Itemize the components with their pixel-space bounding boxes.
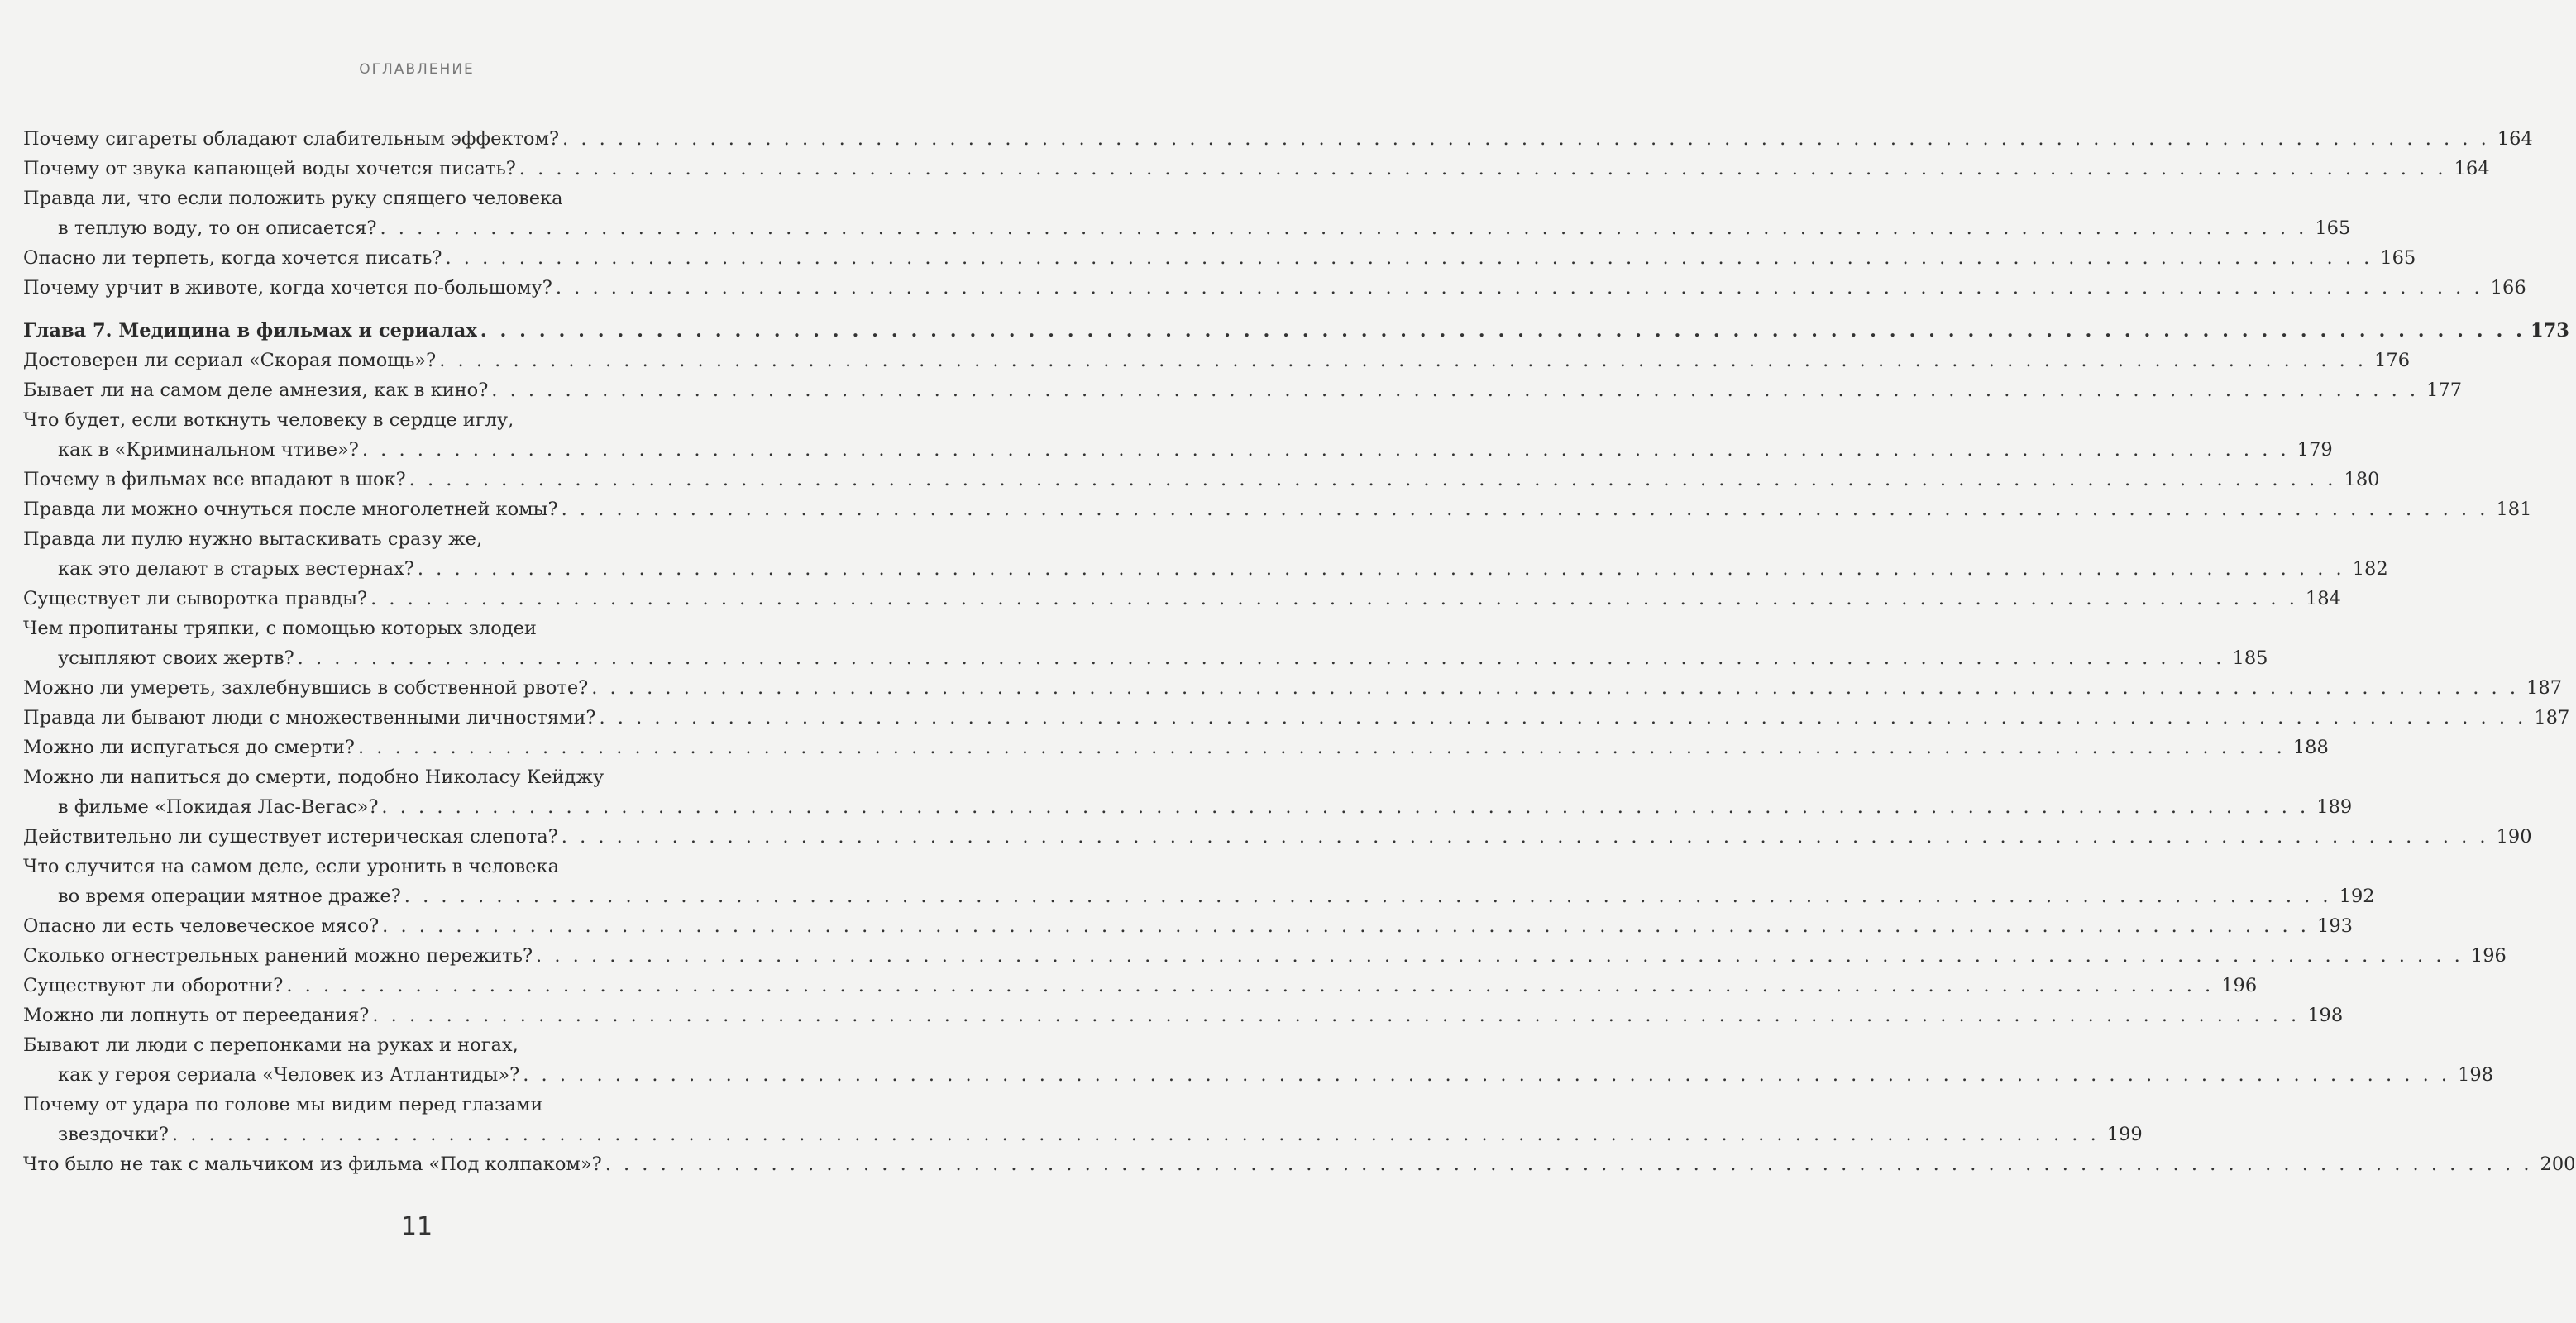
toc-line [23,1149,2576,1179]
toc-entry-title: Опасно ли терпеть, когда хочется писать? [23,247,442,269]
dot-leader [362,435,2290,465]
toc-entry [23,941,2507,971]
toc-page-number: 173 [2530,320,2569,341]
toc-entry [23,703,2570,733]
toc-line [23,881,2375,911]
toc-entry-title: Почему от удара по голове мы видим перед глазами [23,1094,543,1115]
toc-line [23,1030,716,1060]
toc-line [23,673,2563,703]
toc-line [23,1120,2143,1149]
toc-line [23,524,716,554]
toc-entry-title: Бывают ли люди с перепонками на руках и ногах, [23,1034,519,1056]
toc-entry [23,762,2353,822]
toc-entry-title: Почему в фильмах все впадают в шок? [23,469,406,490]
toc-entry-title: Достоверен ли сериал «Скорая помощь»? [23,350,437,371]
toc-page-number: 179 [2296,439,2333,461]
toc-entry [23,465,2380,494]
dot-leader [372,1001,2300,1030]
toc-line [23,435,2333,465]
dot-leader [409,465,2337,494]
dot-leader [519,154,2447,184]
toc-line [23,1060,2494,1090]
toc-line [23,762,716,792]
toc-entry-title: Можно ли лопнуть от переедания? [23,1005,370,1026]
toc-line [23,1001,2344,1030]
toc-entry [23,346,2411,375]
toc-entry [23,124,2533,154]
toc-entry [23,1090,2143,1149]
dot-leader [381,792,2309,822]
toc-line [23,941,2507,971]
toc-line [23,273,2526,303]
dot-leader [536,941,2464,971]
toc-entry [23,154,2490,184]
toc-entry-title: Бывает ли на самом деле амнезия, как в кино? [23,380,489,401]
toc-line [23,243,2416,273]
toc-entry-title: Что случится на самом деле, если уронить в человека [23,856,559,877]
dot-leader [591,673,2519,703]
dot-leader [445,243,2373,273]
dot-leader [562,822,2489,852]
toc-entry-title: Чем пропитаны тряпки, с помощью которых злодеи [23,618,537,639]
toc-entry [23,375,2463,405]
toc-entry-title: Правда ли пулю нужно вытаскивать сразу же, [23,528,483,550]
toc-page-number: 166 [2490,277,2526,299]
toc-entry-title: Что будет, если воткнуть человеку в сердце иглу, [23,409,514,431]
toc-entry [23,184,2351,243]
toc-entry-title: Почему сигареты обладают слабительным эффектом? [23,128,560,150]
dot-leader [172,1120,2100,1149]
toc-entry-title: во время операции мятное драже? [58,886,401,907]
toc-entry [23,822,2532,852]
toc-line [23,911,2353,941]
toc-page-number: 165 [2315,217,2351,239]
toc-line [23,184,716,213]
toc-entry-title: усыпляют своих жертв? [58,647,294,669]
toc-entry [23,524,2388,584]
toc-line [23,154,2490,184]
toc-line [23,346,2411,375]
toc-line [23,614,716,643]
toc-entry [23,971,2258,1001]
toc-page-number: 177 [2426,380,2463,401]
toc-entry-title: Можно ли испугаться до смерти? [23,737,355,758]
toc-entry [23,733,2329,762]
dot-leader [298,643,2225,673]
toc-entry [23,494,2532,524]
table-of-contents [23,124,2576,1179]
toc-entry [23,405,2333,465]
toc-entry-title: в фильме «Покидая Лас-Вегас»? [58,796,379,818]
toc-page-number: 198 [2458,1064,2494,1086]
toc-page-number: 198 [2307,1005,2344,1026]
toc-entry [23,273,2526,303]
toc-page-number: 189 [2316,796,2353,818]
toc-page-number: 190 [2496,826,2532,848]
toc-entry [23,584,2341,614]
toc-line [23,852,716,881]
dot-leader [370,584,2298,614]
toc-page-number: 193 [2317,915,2353,937]
dot-leader [286,971,2214,1001]
dot-leader [599,703,2526,733]
page-number: 11 [400,1212,433,1241]
toc-line [23,494,2532,524]
toc-line [23,375,2463,405]
toc-line [23,584,2341,614]
dot-leader [562,494,2489,524]
dot-leader [523,1060,2450,1090]
toc-page-number: 196 [2221,975,2258,996]
toc-page-number: 187 [2526,677,2563,699]
toc-entry-title: Можно ли умереть, захлебнувшись в собственной рвоте? [23,677,589,699]
dot-leader [491,375,2419,405]
dot-leader [480,316,2526,346]
toc-line [23,643,2268,673]
toc-line [23,465,2380,494]
toc-page-number: 185 [2232,647,2268,669]
toc-page-number: 192 [2339,886,2375,907]
toc-entry-title: звездочки? [58,1124,169,1145]
toc-entry-title: Опасно ли есть человеческое мясо? [23,915,380,937]
running-head: ОГЛАВЛЕНИЕ [359,61,475,78]
dot-leader [605,1149,2533,1179]
toc-page-number: 182 [2352,558,2388,580]
toc-entry-title: Почему урчит в животе, когда хочется по-большому? [23,277,552,299]
toc-page-number: 200 [2540,1153,2576,1175]
toc-entry-title: Действительно ли существует истерическая слепота? [23,826,558,848]
toc-line [23,213,2351,243]
toc-line [23,971,2258,1001]
toc-page-number: 164 [2497,128,2533,150]
dot-leader [439,346,2367,375]
toc-page-number: 181 [2496,499,2532,520]
toc-line [23,703,2570,733]
dot-leader [382,911,2310,941]
toc-line [23,822,2532,852]
toc-entry [23,614,2268,673]
dot-leader [358,733,2286,762]
toc-page-number: 187 [2534,707,2570,728]
toc-entry [23,1030,2494,1090]
toc-page-number: 180 [2344,469,2380,490]
toc-entry [23,1001,2344,1030]
dot-leader [418,554,2345,584]
toc-entry-title: Существует ли сыворотка правды? [23,588,368,609]
toc-entry-title: как это делают в старых вестернах? [58,558,414,580]
toc-entry-title: в теплую воду, то он описается? [58,217,377,239]
dot-leader [380,213,2307,243]
toc-entry [23,673,2563,703]
toc-entry-title: Правда ли, что если положить руку спящего человека [23,188,563,209]
toc-page-number: 188 [2292,737,2329,758]
toc-line [23,405,716,435]
toc-entry-title: Глава 7. Медицина в фильмах и сериалах [23,320,477,341]
toc-line [23,1090,716,1120]
toc-page-number: 196 [2470,945,2507,967]
toc-entry-title: Правда ли можно очнуться после многолетней комы? [23,499,558,520]
dot-leader [562,124,2490,154]
toc-entry-title: Существуют ли оборотни? [23,975,284,996]
toc-entry-title: Почему от звука капающей воды хочется писать? [23,158,516,179]
toc-line [23,124,2533,154]
toc-entry-title: как в «Криминальном чтиве»? [58,439,359,461]
toc-entry-title: Что было не так с мальчиком из фильма «Под колпаком»? [23,1153,602,1175]
toc-line [23,316,2569,346]
toc-page-number: 199 [2106,1124,2143,1145]
toc-page-number: 184 [2305,588,2341,609]
toc-entry-title: как у героя сериала «Человек из Атлантиды»? [58,1064,520,1086]
toc-page-number: 176 [2374,350,2411,371]
toc-entry [23,243,2416,273]
toc-entry-title: Можно ли напиться до смерти, подобно Николасу Кейджу [23,767,605,788]
toc-page-number: 165 [2380,247,2416,269]
toc-line [23,554,2388,584]
dot-leader [556,273,2483,303]
toc-entry [23,911,2353,941]
toc-chapter-heading [23,316,2569,346]
toc-entry [23,852,2375,911]
dot-leader [404,881,2332,911]
toc-entry [23,1149,2576,1179]
toc-page-number: 164 [2454,158,2490,179]
toc-entry-title: Сколько огнестрельных ранений можно пережить? [23,945,533,967]
toc-entry-title: Правда ли бывают люди с множественными личностями? [23,707,596,728]
toc-line [23,733,2329,762]
toc-line [23,792,2353,822]
